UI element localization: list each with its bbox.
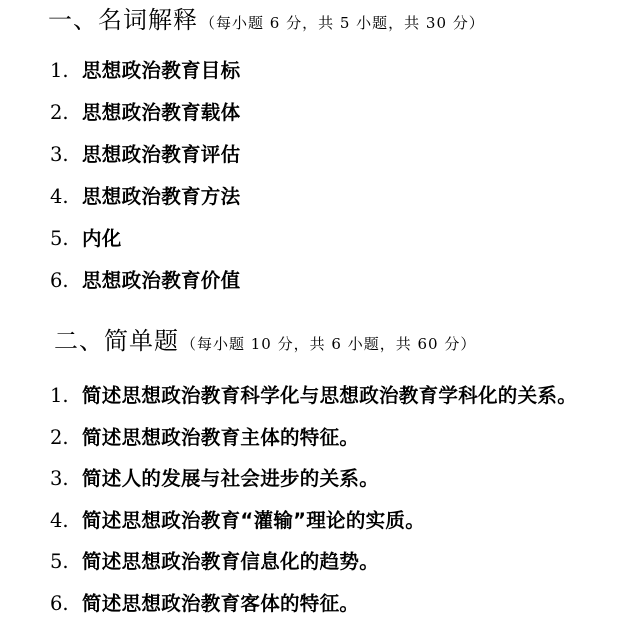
question-text: 简述思想政治教育客体的特征。 — [82, 592, 360, 615]
question-number: 5. — [50, 550, 69, 573]
section-scoring-note: （每小题 6 分，共 5 小题，共 30 分） — [200, 14, 485, 32]
question-text: 简述思想政治教育信息化的趋势。 — [82, 550, 380, 573]
question-item — [50, 271, 240, 291]
question-number: 5. — [50, 227, 69, 250]
question-item — [50, 428, 359, 448]
section-heading-short-answer — [54, 329, 476, 353]
question-item — [50, 61, 240, 81]
question-text: 内化 — [82, 227, 122, 250]
question-item — [50, 386, 577, 406]
question-number: 2. — [50, 101, 69, 124]
question-number: 1. — [50, 384, 69, 407]
section-scoring-note: （每小题 10 分，共 6 小题，共 60 分） — [181, 335, 477, 353]
question-number: 3. — [50, 143, 69, 166]
question-number: 2. — [50, 426, 69, 449]
question-item — [50, 594, 359, 614]
question-number: 4. — [50, 509, 69, 532]
section-title: 一、名词解释 — [48, 6, 198, 34]
question-number: 6. — [50, 269, 69, 292]
question-number: 3. — [50, 467, 69, 490]
question-text: 简述思想政治教育主体的特征。 — [82, 426, 360, 449]
question-number: 1. — [50, 59, 69, 82]
question-text: 简述思想政治教育“灌输”理论的实质。 — [82, 509, 426, 532]
question-item — [50, 552, 379, 572]
question-text: 思想政治教育载体 — [82, 101, 241, 124]
question-number: 4. — [50, 185, 69, 208]
question-text: 思想政治教育评估 — [82, 143, 241, 166]
question-item — [50, 229, 122, 249]
question-text: 简述思想政治教育科学化与思想政治教育学科化的关系。 — [82, 384, 578, 407]
question-text: 简述人的发展与社会进步的关系。 — [82, 467, 380, 490]
question-text: 思想政治教育目标 — [82, 59, 241, 82]
question-item — [50, 511, 425, 531]
section-title: 二、简单题 — [54, 327, 179, 355]
question-item — [50, 187, 240, 207]
question-item — [50, 103, 240, 123]
question-number: 6. — [50, 592, 69, 615]
question-item — [50, 145, 240, 165]
question-text: 思想政治教育方法 — [82, 185, 241, 208]
section-heading-terms — [48, 8, 485, 32]
question-text: 思想政治教育价值 — [82, 269, 241, 292]
question-item — [50, 469, 379, 489]
